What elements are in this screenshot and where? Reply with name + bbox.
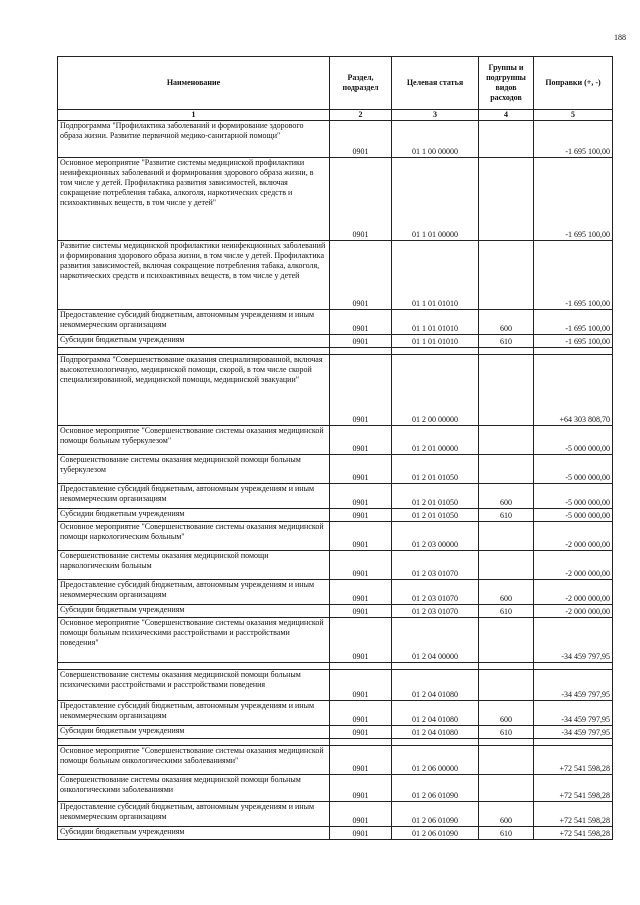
row-target-cell: 01 1 00 00000 (392, 121, 479, 158)
table-row (58, 455, 613, 484)
row-name-cell: Подпрограмма "Профилактика заболеваний и формирование здорового образа жизни. Развитие первичной медико-санитарной помощи" (58, 121, 330, 158)
spacer-row (58, 739, 613, 746)
header-amendment: Поправки (+, -) (534, 57, 613, 110)
table-row (58, 580, 613, 605)
row-target-cell: 01 2 06 01090 (392, 775, 479, 802)
row-section-cell: 0901 (330, 509, 392, 522)
row-section-cell: 0901 (330, 580, 392, 605)
row-group-cell: 600 (479, 802, 534, 827)
row-amount-cell: -34 459 797,95 (534, 726, 613, 739)
table-row (58, 241, 613, 310)
row-target-cell: 01 2 00 00000 (392, 355, 479, 426)
row-amount-cell: -1 695 100,00 (534, 158, 613, 241)
row-target-cell: 01 2 01 01050 (392, 509, 479, 522)
row-target-cell: 01 2 04 01080 (392, 670, 479, 701)
row-section-cell: 0901 (330, 484, 392, 509)
row-amount-cell: -1 695 100,00 (534, 335, 613, 348)
row-section-cell: 0901 (330, 522, 392, 551)
table-row (58, 726, 613, 739)
table-row (58, 746, 613, 775)
table-row (58, 335, 613, 348)
row-amount-cell: -5 000 000,00 (534, 455, 613, 484)
table-row (58, 827, 613, 840)
row-target-cell: 01 2 03 00000 (392, 522, 479, 551)
table-row (58, 310, 613, 335)
row-target-cell: 01 1 01 01010 (392, 310, 479, 335)
column-number: 2 (330, 110, 392, 121)
table-row (58, 121, 613, 158)
table-row (58, 426, 613, 455)
column-number: 3 (392, 110, 479, 121)
row-amount-cell: -1 695 100,00 (534, 310, 613, 335)
row-group-cell (479, 426, 534, 455)
row-group-cell: 600 (479, 310, 534, 335)
row-amount-cell: -5 000 000,00 (534, 509, 613, 522)
row-section-cell: 0901 (330, 701, 392, 726)
row-target-cell: 01 2 03 01070 (392, 580, 479, 605)
row-target-cell: 01 2 04 01080 (392, 726, 479, 739)
spacer-cell (330, 348, 392, 355)
row-group-cell (479, 670, 534, 701)
page-number: 188 (614, 33, 626, 42)
spacer-cell (479, 663, 534, 670)
row-group-cell (479, 121, 534, 158)
row-group-cell: 600 (479, 484, 534, 509)
table-row (58, 484, 613, 509)
row-target-cell: 01 1 01 01010 (392, 335, 479, 348)
row-amount-cell: -2 000 000,00 (534, 605, 613, 618)
spacer-cell (392, 348, 479, 355)
row-amount-cell: +72 541 598,28 (534, 802, 613, 827)
row-name-cell: Субсидии бюджетным учреждениям (58, 509, 330, 522)
table-body (58, 121, 613, 840)
row-section-cell: 0901 (330, 158, 392, 241)
spacer-cell (58, 739, 330, 746)
spacer-cell (330, 663, 392, 670)
row-name-cell: Развитие системы медицинской профилактики неинфекционных заболеваний и формирования здорового образа жизни, в том числе у детей. Профилактика развития зависимостей, включая сокращение потребления табака, алкоголя, наркотических средств и психоактивных веществ, в том числе у детей (58, 241, 330, 310)
row-group-cell (479, 746, 534, 775)
row-amount-cell: -1 695 100,00 (534, 121, 613, 158)
row-amount-cell: -2 000 000,00 (534, 522, 613, 551)
row-target-cell: 01 2 06 01090 (392, 802, 479, 827)
spacer-cell (330, 739, 392, 746)
row-amount-cell: -34 459 797,95 (534, 701, 613, 726)
row-section-cell: 0901 (330, 551, 392, 580)
row-target-cell: 01 2 06 00000 (392, 746, 479, 775)
row-name-cell: Предоставление субсидий бюджетным, автономным учреждениям и иным некоммерческим организациям (58, 310, 330, 335)
row-section-cell: 0901 (330, 775, 392, 802)
row-group-cell (479, 241, 534, 310)
row-group-cell (479, 618, 534, 663)
row-target-cell: 01 2 03 01070 (392, 551, 479, 580)
column-number: 4 (479, 110, 534, 121)
row-name-cell: Совершенствование системы оказания медицинской помощи наркологическим больным (58, 551, 330, 580)
row-section-cell: 0901 (330, 802, 392, 827)
header-target: Целевая статья (392, 57, 479, 110)
table-row (58, 158, 613, 241)
row-name-cell: Совершенствование системы оказания медицинской помощи больным психическими расстройствами и расстройствами поведения (58, 670, 330, 701)
table-row (58, 802, 613, 827)
row-section-cell: 0901 (330, 121, 392, 158)
row-amount-cell: -34 459 797,95 (534, 670, 613, 701)
row-name-cell: Основное мероприятие "Совершенствование системы оказания медицинской помощи больным онкологическими заболеваниями" (58, 746, 330, 775)
column-number: 1 (58, 110, 330, 121)
row-section-cell: 0901 (330, 618, 392, 663)
table-row (58, 618, 613, 663)
spacer-cell (392, 663, 479, 670)
row-target-cell: 01 2 03 01070 (392, 605, 479, 618)
row-section-cell: 0901 (330, 335, 392, 348)
row-amount-cell: -2 000 000,00 (534, 580, 613, 605)
row-group-cell: 610 (479, 827, 534, 840)
spacer-cell (534, 739, 613, 746)
header-section: Раздел, подраздел (330, 57, 392, 110)
row-name-cell: Основное мероприятие "Развитие системы медицинской профилактики неинфекционных заболеваний и формирования здорового образа жизни, в том числе у детей. Профилактика развития зависимостей, включая сокращение потребления табака, алкоголя, наркотических средств и психоактивных веществ, в том числе у детей" (58, 158, 330, 241)
spacer-cell (58, 348, 330, 355)
row-section-cell: 0901 (330, 670, 392, 701)
column-number: 5 (534, 110, 613, 121)
table-row (58, 551, 613, 580)
row-group-cell: 600 (479, 701, 534, 726)
row-amount-cell: +72 541 598,28 (534, 746, 613, 775)
spacer-row (58, 663, 613, 670)
row-name-cell: Основное мероприятие "Совершенствование системы оказания медицинской помощи наркологическим больным" (58, 522, 330, 551)
row-target-cell: 01 2 04 00000 (392, 618, 479, 663)
row-section-cell: 0901 (330, 241, 392, 310)
row-section-cell: 0901 (330, 455, 392, 484)
header-group: Группы и подгруппы видов расходов (479, 57, 534, 110)
row-amount-cell: -2 000 000,00 (534, 551, 613, 580)
column-number-row (58, 110, 613, 121)
row-target-cell: 01 1 01 01010 (392, 241, 479, 310)
row-section-cell: 0901 (330, 726, 392, 739)
row-section-cell: 0901 (330, 355, 392, 426)
row-group-cell: 610 (479, 605, 534, 618)
row-group-cell: 610 (479, 509, 534, 522)
row-target-cell: 01 2 06 01090 (392, 827, 479, 840)
spacer-cell (58, 663, 330, 670)
row-target-cell: 01 2 04 01080 (392, 701, 479, 726)
row-group-cell (479, 355, 534, 426)
row-name-cell: Предоставление субсидий бюджетным, автономным учреждениям и иным некоммерческим организациям (58, 802, 330, 827)
row-group-cell (479, 455, 534, 484)
row-amount-cell: -1 695 100,00 (534, 241, 613, 310)
row-name-cell: Основное мероприятие "Совершенствование системы оказания медицинской помощи больным туберкулезом" (58, 426, 330, 455)
row-amount-cell: -5 000 000,00 (534, 426, 613, 455)
row-group-cell (479, 522, 534, 551)
row-target-cell: 01 2 01 00000 (392, 426, 479, 455)
row-amount-cell: +72 541 598,28 (534, 775, 613, 802)
table-row (58, 355, 613, 426)
row-amount-cell: +72 541 598,28 (534, 827, 613, 840)
spacer-row (58, 348, 613, 355)
row-name-cell: Субсидии бюджетным учреждениям (58, 605, 330, 618)
row-target-cell: 01 2 01 01050 (392, 484, 479, 509)
row-target-cell: 01 1 01 00000 (392, 158, 479, 241)
spacer-cell (534, 348, 613, 355)
table-row (58, 775, 613, 802)
row-name-cell: Основное мероприятие "Совершенствование системы оказания медицинской помощи больным психическими расстройствами и расстройствами поведения" (58, 618, 330, 663)
table-row (58, 509, 613, 522)
table-row (58, 701, 613, 726)
table-row (58, 522, 613, 551)
header-row (58, 57, 613, 110)
table-row (58, 605, 613, 618)
spacer-cell (392, 739, 479, 746)
row-section-cell: 0901 (330, 827, 392, 840)
spacer-cell (479, 348, 534, 355)
row-section-cell: 0901 (330, 605, 392, 618)
row-group-cell (479, 158, 534, 241)
row-name-cell: Предоставление субсидий бюджетным, автономным учреждениям и иным некоммерческим организациям (58, 701, 330, 726)
row-section-cell: 0901 (330, 746, 392, 775)
row-section-cell: 0901 (330, 426, 392, 455)
row-name-cell: Подпрограмма "Совершенствование оказания специализированной, включая высокотехнологичную, медицинской помощи, скорой, в том числе скорой специализированной, медицинской помощи, медицинской эвакуации" (58, 355, 330, 426)
row-group-cell (479, 551, 534, 580)
spacer-cell (479, 739, 534, 746)
row-name-cell: Совершенствование системы оказания медицинской помощи больным туберкулезом (58, 455, 330, 484)
row-name-cell: Субсидии бюджетным учреждениям (58, 827, 330, 840)
row-amount-cell: -5 000 000,00 (534, 484, 613, 509)
row-name-cell: Предоставление субсидий бюджетным, автономным учреждениям и иным некоммерческим организациям (58, 484, 330, 509)
row-amount-cell: +64 303 808,70 (534, 355, 613, 426)
row-section-cell: 0901 (330, 310, 392, 335)
row-name-cell: Субсидии бюджетным учреждениям (58, 335, 330, 348)
row-target-cell: 01 2 01 01050 (392, 455, 479, 484)
table-row (58, 670, 613, 701)
row-group-cell: 610 (479, 726, 534, 739)
budget-table (57, 56, 613, 840)
spacer-cell (534, 663, 613, 670)
row-name-cell: Предоставление субсидий бюджетным, автономным учреждениям и иным некоммерческим организациям (58, 580, 330, 605)
row-group-cell: 600 (479, 580, 534, 605)
row-group-cell: 610 (479, 335, 534, 348)
row-name-cell: Совершенствование системы оказания медицинской помощи больным онкологическими заболеваниями (58, 775, 330, 802)
row-amount-cell: -34 459 797,95 (534, 618, 613, 663)
row-name-cell: Субсидии бюджетным учреждениям (58, 726, 330, 739)
row-group-cell (479, 775, 534, 802)
header-name: Наименование (58, 57, 330, 110)
